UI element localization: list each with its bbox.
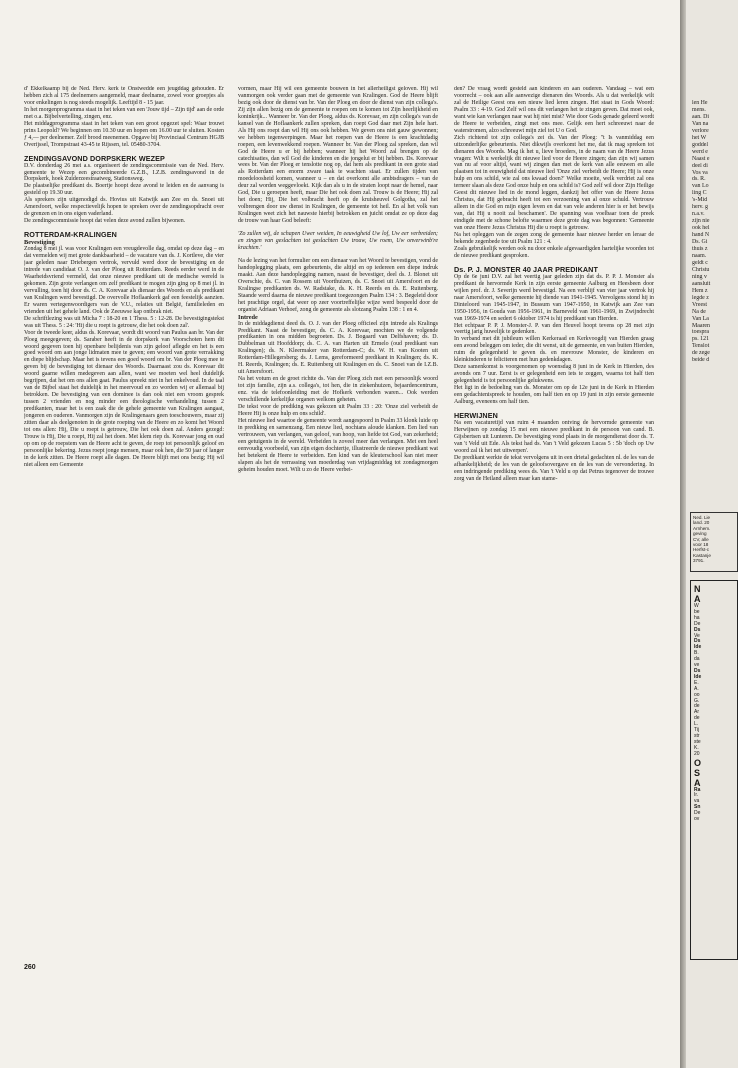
adjacent-text-line: aansluit: [692, 280, 711, 287]
ad-line: ha: [694, 614, 700, 621]
adjacent-text-line: de zege: [692, 350, 710, 357]
ad-line: ste: [694, 738, 701, 745]
adjacent-text-line: Van La: [692, 315, 709, 322]
ad-line: Ds: [694, 638, 701, 645]
section-heading: ZENDINGSAVOND DORPSKERK WEZEP: [24, 153, 165, 163]
adjacent-page: [686, 0, 738, 1068]
adjacent-text-line: Christu: [692, 266, 710, 273]
paragraph: De tekst voor de prediking was gekozen uit Psalm 33 : 20: 'Onze ziel verbeidt de Heere Hij is onze hulp en ons schild'.: [238, 403, 438, 417]
paragraph: De zendingscommissie hoopt dat velen deze avond zullen bijwonen.: [24, 218, 186, 225]
adjacent-notice-box: [690, 512, 738, 572]
paragraph: Het nieuwe lied waartoe de gemeente wordt aangespoord in Psalm 33 klonk luide op in prediking en samenzang. Een nieuw lied, nochtans aloude klanken. Een lied van vertrouwen, van verlangen, van geloof, van hoop, van liefde tot God, van zekerheid; een getuigenis in de wereld. Verbeiden is zoveel meer dan verlangen. Met een heel eenvoudig voorbeeld, van zijn eigen dochtertje, illustreerde de nieuwe predikant wat het betekent de Heere te verbeiden. Een kind van de kleuterschool kan niet meer slapen als het de verrassing van moederdag van vrijdagmiddag tot zondagmorgen geheim houden moet. Wilt u zo de Heere verbei-: [238, 417, 438, 473]
text-column-1: [24, 86, 224, 966]
ad-line: Tij: [694, 727, 700, 734]
ad-line: Ir.: [694, 792, 699, 799]
notice-line: land. 20: [693, 520, 710, 526]
adjacent-text-line: herv. g: [692, 204, 708, 211]
adjacent-text-line: beide d: [692, 357, 710, 364]
paragraph: Het middagprogramma staat in het teken van een groot opgezet spel: Waar trouwt prins Leopold? We beginnen om 10.30 uur en hopen om 16.00 uur te sluiten. Kosten ƒ 4,— per deelnemer. Zelf brood meenemen. Opgave bij Provinciaal Centrum HGJB Overijssel, Trompstraat 43-45 te Rijssen, tel. 05480-3704.: [24, 120, 224, 148]
ad-line: de: [694, 703, 700, 710]
ad-line: N: [694, 584, 701, 594]
ad-line: ov: [694, 816, 700, 823]
paragraph: Het echtpaar P. P. J. Monster-J. P. van den Heuvel hoopt tevens op 28 mei zijn veertig jarig huwelijk te gedenken.: [454, 322, 654, 336]
ad-line: L.: [694, 721, 699, 728]
paragraph: Na het opleggen van de zegen zong de gemeente haar nieuwe herder en leraar de bekende zegenbede toe uit Psalm 121 : 4.: [454, 232, 654, 245]
ad-line: 20: [694, 750, 700, 757]
adjacent-text-line: Vreest: [692, 301, 708, 308]
adjacent-text-line: naam.: [692, 252, 707, 259]
adjacent-text-line: Tenslot: [692, 343, 710, 350]
paragraph: Op de 6e juni D.V. zal het veertig jaar geleden zijn dat ds. P. P. J. Monster als predikant de hervormde Kerk in zijn eerste gemeente Aalburg en Heesbeen door wijlen prof. dr. J. Severijn werd bevestigd. Na een verblijf van vier jaar vertrok hij naar Amersfoort, welke gemeente hij diende van 1941-1945. Vervolgens stond hij in Dinteloord van 1945-1947, in Bussum van 1947-1950, in Katwijk aan Zee van 1950-1956, in Gouda van 1956-1961, in Barneveld van 1961-1969, in Zwijndrecht van 1969-1974 en sedert 6 oktober 1974 is hij predikant van Hierden.: [454, 273, 654, 322]
ad-line: va: [694, 798, 700, 805]
ad-line: Ra: [694, 786, 701, 793]
adjacent-text-line: ps. 121: [692, 336, 710, 343]
subheading: Bevestiging: [24, 239, 55, 247]
section-heading: HERWIJNEN: [454, 410, 498, 420]
paragraph: Als sprekers zijn uitgenodigd ds. Hovius uit Katwijk aan Zee en ds. Snoei uit Amersfoort, welke respectievelijk hopen te spreken over de zendingsopdracht over de grenzen en in ons eigen vaderland.: [24, 197, 224, 218]
section-heading: Ds. P. J. MONSTER 40 JAAR PREDIKANT: [454, 264, 598, 274]
ad-line: S: [694, 767, 701, 778]
adjacent-text-line: Naast e: [692, 155, 710, 162]
adjacent-text-line: Hem z: [692, 287, 708, 294]
paragraph: De schriftlezing was uit Micha 7 : 18-20 en 1 Thess. 5 : 12-28. De bevestigingstekst was uit Thess. 5 : 24: 'Hij die u roept is getrouw, die het ook doen zal'.: [24, 315, 224, 329]
adjacent-text-line: Na de: [692, 308, 706, 315]
paragraph: De predikant werkte de tekst vervolgens uit in een drietal gedachten nl. de les van de afhankelijkheid; de les van de geloofsovergave en de les van de vervondering. In een indringende prediking wees ds. Van 't Veld u op dat Petrus tegenover de trouwe zorg van de Heiland alleen maar kan stame-: [454, 454, 654, 482]
paragraph: Zondag 8 mei jl. was voor Kralingen een vreugdevolle dag, omdat op deze dag – en dat vermelden wij met grote dankbaarheid – de vacature van ds. J. Kortleve, die vier jaar geleden naar Driebergen vertrok, vervuld werd door de bevestiging en de intrede van candidaat O. J. van der Ploeg uit Rotterdam. Reeds eerder werd in de Waarheidsvriend vermeld, dat onze nieuwe predikant uit de medische wereld is gekomen. Zijn grote verlangen om zelf predikant te mogen zijn ging op 8 mei jl. in vervulling, toen hij door ds. C. A. Korevaar als dienaar des Woords en als predikant van Kralingen werd bevestigd. De overvolle Hoflaankerk gaf een feestelijk aanzien. Er waren vertegenwoordigers van de V.U., relaties uit België, familieleden en vrienden uit het gehele land. Ook de Zeeuwse kap ontbrak niet.: [24, 246, 224, 315]
ad-line: Ide: [694, 644, 702, 651]
adjacent-text-line: ling C: [692, 190, 707, 197]
paragraph: Na de lezing van het formulier om een dienaar van het Woord te bevestigen, vond de handoplegging plaats, een gebeurtenis, die altijd en op iedereen een diepe indruk maakt. Aan deze handoplegging namen, naast de bevestiger, deel ds. J. Blonet uit Overschie, ds. C. van Rossem uit Voorthuizen, ds. C. Snoei uit Amersfoort en de Kralingse predikanten ds. W. Radstake, ds. K. H. Reerds en ds. E. Ruitenberg. Staande werd daarna de nieuwe predikant toegezongen Psalm 134 : 3. Begeleid door het prachtige orgel, dat weer op zeer voortreffelijke wijze werd bespeeld door de organist Adriaan Verhoef, zong de gemeente als slotzang Psalm 138 : 1 en 4.: [238, 257, 438, 313]
ad-line: Sn: [694, 804, 701, 811]
adjacent-text-line: toespra: [692, 329, 710, 336]
paragraph: In verband met dit jubileum willen Kerkeraad en Kerkvoogdij van Hierden graag een avond beleggen om ieder, die dit wenst, uit de gemeente, en van buiten Hierden, ruim de gelegenheid te geven ds. en mevrouw Monster, de kinderen en kleinkinderen te feliciteren met hun gedenkdagen.: [454, 336, 654, 364]
adjacent-text-line: deel di: [692, 162, 708, 169]
paragraph: In het morgenprogramma staat in het teken van een 'Jouw tijd – Zijn tijd' aan de orde met o.a. Bijbelvertelling, zingen, enz.: [24, 106, 224, 120]
ad-line: Ide: [694, 673, 702, 680]
paragraph: vormen, maar Hij wil een gemeente bouwen in het allerheiligst geloven. Hij wil vanmorgen ook verder gaan met de gemeente van Kralingen. God de Heere blijft bezig ook door de dienst van br. Van der Ploeg en door de dienst van zijn collega's. Zij zijn allen bezig om de gemeente te roepen om te komen tot Zijn heerlijkheid en koninkrijk... Wanneer br. Van der Ploeg, aldus ds. Korevaar, en zijn collega's van de kansel van de Hoflaankerk zullen spreken, dan roept God daar met Zijn hele hart. Als Hij ons roept dan wil Hij ons ook hebben. We geven ons niet gauw gewonnen; we hebben tegenwerpingen. Maar het roepen van de Heere is een krachtdadig roepen, een levenwekkend roepen. Wanneer br. Van der Ploeg zal spreken, dan wil God de Heere u er bij hebben; wanneer hij het Woord zal brengen op de catechisaties, dan wil God die kinderen en die jongelui er bij hebben. Ds. Korevaar wees br. Van der Ploeg er tenslotte nog op, dat hem als predikant in een grote stad als Rotterdam een enorm zware taak te wachten staat. Er zullen tijden van moedeloosheid komen, wanneer u – en dat overkomt alle ambtsdragers – van de deur zal worden weggevloekt. Kijk dan als u in de straten loopt naar de hemel, naar God, Die u geroepen heeft, maar Die het ook doen zal. Trouw is de Heere; Hij zal het doen; Hij, Die het volbracht heeft op de kruisheuvel Golgotha, zal het volbrengen door uw dienst in Kralingen, de gemeente tot heil. En al het volk van Kralingen weet zich het nauwste hierbij betrokken en juicht omdat ze op deze dag de trouw van haar God beleeft:: [238, 86, 438, 225]
ad-line: Ve: [694, 632, 700, 639]
notice-line: voor 18: [693, 542, 709, 548]
paragraph: Zoals gebruikelijk werden ook nu door enkele afgevaardigden hartelijke woorden tot de nieuwe predikant gesproken.: [454, 245, 654, 259]
ad-line: da: [694, 656, 700, 663]
ad-line: B.: [694, 650, 699, 657]
ad-line: G.: [694, 697, 700, 704]
adjacent-text-line: hand N: [692, 232, 710, 239]
notice-line: 3791.: [693, 558, 705, 564]
adjacent-text-line: verlore: [692, 127, 709, 134]
ad-line: A: [694, 594, 701, 604]
adjacent-page-text: [692, 100, 738, 364]
ad-line: oo: [694, 691, 700, 698]
page-number: 260: [24, 964, 36, 971]
ad-line: de: [694, 715, 700, 722]
adjacent-text-line: werd e: [692, 148, 708, 155]
adjacent-text-line: het W: [692, 134, 707, 141]
paragraph: Zich richtend tot zijn collega's zei ds. Van der Ploeg: "t Is vanmiddag een uitzonderlijke gebeurtenis. Niet dikwijls overkomt het me, dat ik mag spreken tot dienaren des Woords. Mag ik het u, lieve broeders, in de naam van de Heere Jezus vragen: Wilt u werkelijk dit nieuwe lied voor de Heere zingen; dan zijn wij samen van nu af voor altijd, want wij zingen dan met de kerk van alle eeuwen en alle plaatsen tot in eeuwigheid dat nieuwe lied 'Onze ziel verbeidt de Heere; Hij is onze hulp en ons schild, wie zal ons kwaad doen?' Welke moeite, welk verdriet zal ons terneer slaan als deze God onze hulp en ons schild is? God zelf wil door Zijn Heilige Geest dit nieuwe lied in de mond leggen, dankzij het offer van de Heere Jezus Christus, dat Hij gebracht heeft tot een verzoening van al onze schuld. Vertrouw alleen in die God en mijn eigen leven en dat van vele anderen hier is er het bewijs van, dat Hij u nooit zal beschamen'. De spanning was voelbaar toen de preek eindigde met de schone belofte waarmee deze grote dag was begonnen: 'Gemeente van onze Heere Jezus Christus Hij die u roept is getrouw.: [454, 134, 654, 232]
adjacent-text-line: Vos va: [692, 169, 708, 176]
ad-line: A: [694, 777, 701, 788]
adjacent-text-line: legde z: [692, 294, 709, 301]
ad-line: Ds: [694, 626, 701, 633]
paragraph: Het ligt in de bedoeling van ds. Monster om op de 12e juni in de Kerk in Hierden een gedachtenispreek te houden, om half tien en op 19 juni in zijn eerste gemeente Aalburg, eveneens om half tien.: [454, 385, 654, 405]
adjacent-text-line: n.a.v.: [692, 211, 705, 218]
ad-line: Ds: [694, 667, 701, 674]
notice-line: Herfst-c: [693, 547, 710, 553]
adjacent-text-line: len He: [692, 100, 708, 106]
text-column-3: [454, 86, 654, 966]
adjacent-text-line: Maaren: [692, 322, 710, 329]
paragraph: In de middagdienst deed ds. O. J. van der Ploeg officieel zijn intrede als Kralings Predikant. Naast de bevestiger, ds. C. A. Korevaar, mochten we de volgende predikanten in ons midden begroeten. Ds. J. Bogaard van Delfshaven; ds. D. Dubbelman uit Hoofddorp; ds. C. A. van Harten uit Ermelo (oud predikant van Kralingen); ds. N. Kleermaker van Rotterdam-C; ds. W. H. van Kooten uit Rotterdam-Hillegersberg; ds. J. Lems, gereformeerd predikant in Kralingen; ds. K. H. Reerds, Kralingen; ds. E. Ruitenberg uit Kralingen en ds. C. Snoei van de I.Z.B. uit Amersfoort.: [238, 320, 438, 376]
adjacent-text-line: mens.: [692, 106, 706, 113]
ad-line: Ar: [694, 709, 699, 716]
text-column-2: [238, 86, 438, 966]
adjacent-advertisement: [690, 580, 738, 960]
adjacent-text-line: van Lo: [692, 183, 709, 190]
ad-line: A.: [694, 685, 699, 692]
adjacent-text-line: Ds. Gi: [692, 239, 708, 246]
paragraph: den? De vraag wordt gesteld aan kinderen en aan ouderen. Vandaag – wat een voorrecht – ook aan alle aanwezige dienaren des Woords. Als u dat werkelijk wilt zal de Heilige Geest ons een nieuw lied leren zingen. Het staat in Gods Woord: Psalm 33 : 4-19. God Zelf wil ons dit verlangen het te zingen geven. Dat moet ook, want wie kan verlangen naar wat hij niet mist? Wie door Gods genade geleerd wordt de Heere te verbeiden, zingt met ons mee. Gelijk een hert schreeuwt naar de waterstromen, alzo schreeuwt mijn ziel tot U o God.: [454, 86, 654, 134]
notice-line: Kastanje: [693, 552, 711, 558]
ad-line: W: [694, 603, 699, 609]
adjacent-text-line: thuis z: [692, 246, 708, 253]
notice-line: geving: [693, 531, 707, 537]
paragraph: Na een vacaturetijd van ruim 4 maanden ontving de hervormde gemeente van Herwijnen op zondag 15 mei een nieuwe predikant in de persoon van cand. B. Gijsbertsen uit Lunteren. De bevestiging vond plaats in de morgendienst door ds. T. van 't Veld uit Ede. Als tekst had ds. Van 't Veld gekozen Lucas 5 : 5b 'doch op Uw woord zal ik het net uitwerpen'.: [454, 419, 654, 454]
section-heading: ROTTERDAM-KRALINGEN: [24, 230, 117, 240]
adjacent-text-line: ook hel: [692, 225, 710, 232]
notice-line: Ned. Lie: [693, 515, 711, 520]
adjacent-text-line: geldt c: [692, 259, 708, 266]
ad-line: E.: [694, 679, 699, 686]
ad-line: O: [694, 757, 702, 768]
ad-line: be: [694, 608, 700, 615]
paragraph: De plaatselijke predikant ds. Boertje hoopt deze avond te leiden en de aanvang is gesteld op 19.30 uur.: [24, 183, 224, 197]
adjacent-text-line: goddel: [692, 141, 709, 148]
quote-verse: 'Zo zullen wij, de schapen Uwer weiden, In eeuwigheid Uw lof, Uw eer verbreiden; en zingen van geslachten tot geslachten Uw trouw, Uw roem, Uw onverwinb're krachten.': [238, 231, 438, 251]
notice-line: CV, alle: [693, 536, 709, 542]
ad-line: K.: [694, 744, 699, 751]
adjacent-text-line: 's-Mid: [692, 197, 708, 204]
adjacent-text-line: Van na: [692, 120, 709, 127]
adjacent-text-line: ning v: [692, 273, 707, 280]
adjacent-text-line: aan. Di: [692, 113, 710, 120]
adjacent-text-line: ds. R.: [692, 176, 706, 183]
paragraph: d' Ekkelkaamp bij de Ned. Herv. kerk te Onstwedde een jeugddag gehouden. Er hebben zich al 175 deelnemers aangemeld, maar deelname, zowel voor groepjes als voor enkelingen is nog steeds mogelijk. Leeftijd 8 - 15 jaar.: [24, 86, 224, 106]
ad-line: str: [694, 732, 700, 739]
ad-line: ve: [694, 662, 700, 669]
paragraph: Voor de tweede keer, aldus ds. Korevaar, wordt dit woord van Paulus aan br. Van der Ploeg meegegeven; ds. Saraber heeft in de dorpskerk van Voorschoten hem dit woord gegeven toen hij openbare belijdenis van zijn geloof aflegde en het is een goed woord om aan jonge lidmaten mee te geven; een woord van grote verrakking en diepe blijdschap. Maar het is tevens een goed woord om br. Van der Ploeg mee te geven bij de bevestiging tot dienaar des Woords. Daarnaast zou ds. Korevaar dit woord gaarne willen medegeven aan allen, want we moeten wel heel duidelijk begrijpen, dat het om ons allen gaat. Paulus spreekt niet in het enkelvoud. In de taal van de Bijbel staat het duidelijk in het meervoud en zo worden wij er allemaal bij betrokken. De bevestiging van een dominee is dan ook niet een vroom gesprek tussen 2 vrienden en nog minder een theologische verhandeling tussen 2 predikanten, maar het is een zaak die de gehele gemeente van Kralingen aangaat, jongeren en ouderen. Vanmorgen zijn de Kralingenaars geen toeschouwers, maar zij zitten daar als deelgenoten in de grote roeping van de Heere en zo komt het Woord tot ons allen: Hij, Die u roept is getrouw, Die het ook doen zal. Anders gezegd: Trouw is Hij, Die u roept, Hij zal het doen. Met klem riep ds. Korevaar jong en oud op om op de roepstem van de Heere acht te geven, de roep tot persoonlijk geloof en persoonlijke bekering. Jezus roept jonge mensen, maar ook hen, die 50 jaar of langer in de kerk zitten. De Heere roept alle dagen. De Heere blijft met ons bezig; Hij wil niet alleen een Gemeente: [24, 329, 224, 468]
ad-line: De: [694, 810, 701, 817]
subheading: Intrede: [238, 313, 258, 321]
paragraph: D.V. donderdag 26 mei a.s. organiseert de zendingscommissie van de Ned. Herv. gemeente te Wezep een gecombineerde G.Z.B., I.Z.B. zendingsavond in de Dorpskerk, hoek Zuiderzeestraatweg, Stationsweg.: [24, 162, 224, 183]
ad-line: De: [694, 620, 701, 627]
paragraph: Na het votum en de groet richtte ds. Van der Ploeg zich met een persoonlijk woord tot zijn familie, zijn a.s. collega's, tot hen, die in ziekenhuizen, bejaardencentrum, enz. via de telefoonleiding met de Hofkerk verbonden waren... Ook werden verschillende kerkelijke organen welkom geheten.: [238, 376, 438, 404]
notice-line: Arnhem.: [693, 525, 711, 531]
adjacent-text-line: zijn nie: [692, 218, 710, 225]
paragraph: Deze samenkomst is voorgenomen op woensdag 8 juni in de Kerk in Hierden, des avonds om 7 uur. Eerst is er gelegenheid een iets te zeggen, waarna tot half tien gelegenheid is tot persoonlijke gelukwens.: [454, 364, 654, 385]
